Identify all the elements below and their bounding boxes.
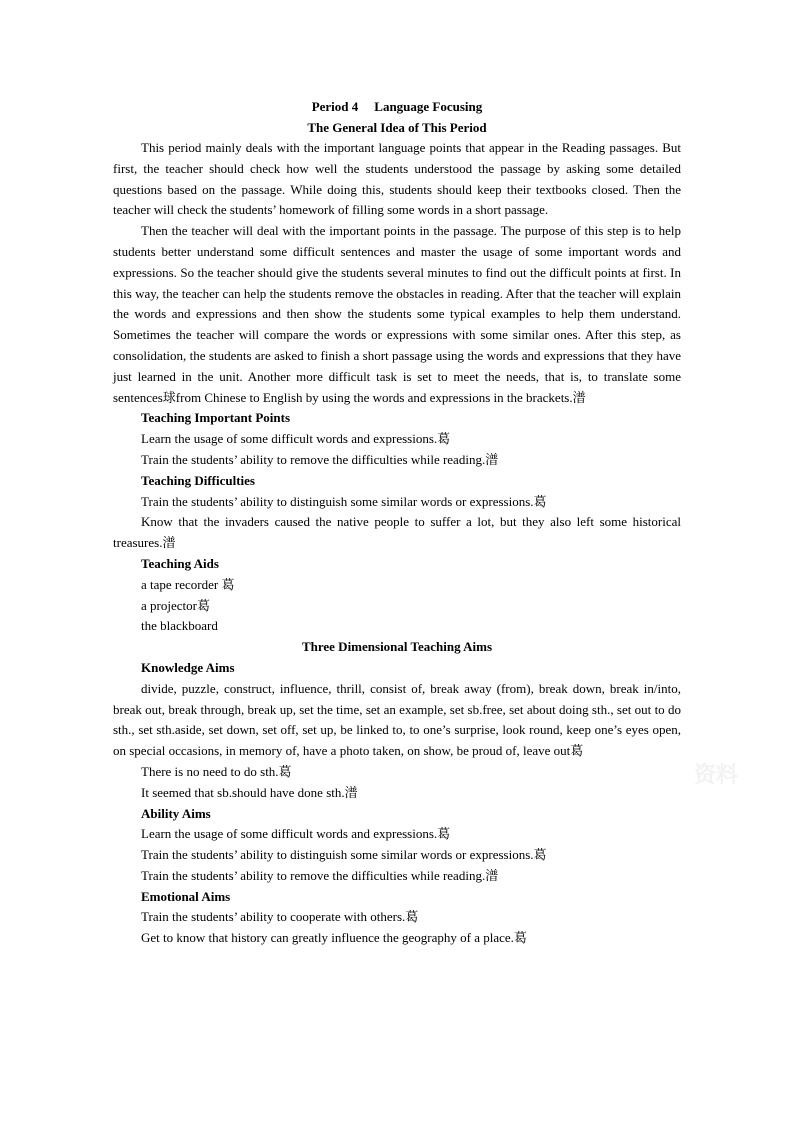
period-subtitle: The General Idea of This Period — [307, 120, 487, 135]
difficulty-paragraph: Know that the invaders caused the native people to suffer a lot, but they also left some historical treasures.潽 — [113, 514, 681, 551]
knowledge-aim-item: It seemed that sb.should have done sth.潽 — [141, 784, 358, 800]
emotional-aims-heading: Emotional Aims — [141, 888, 231, 904]
knowledge-aims-heading: Knowledge Aims — [141, 659, 235, 675]
important-point-item: Learn the usage of some difficult words and expressions.葛 — [141, 431, 451, 447]
difficulty-item: Train the students’ ability to distinguish some similar words or expressions.葛 — [141, 493, 547, 509]
watermark: 资料 — [694, 763, 739, 788]
period-label: Period 4 — [311, 99, 359, 114]
emotional-aim-item: Get to know that history can greatly influence the geography of a place.葛 — [141, 930, 527, 946]
period-title — [113, 96, 681, 117]
knowledge-aims-paragraph: divide, puzzle, construct, influence, thrill, consist of, break away (from), break down, break in/into, break out, break through, break up, set the time, set an example, set sb.free, set about doing sth., set out to do sth., set sth.aside, set down, set off, set up, be linked to, to one’s surprise, look round, keep one’s eyes open, on special occasions, in memory of, have a photo taken, on show, be proud of, leave out葛 — [113, 680, 681, 759]
important-point-item: Train the students’ ability to remove the difficulties while reading.潽 — [141, 451, 499, 467]
ability-aim-item: Train the students’ ability to distinguish some similar words or expressions.葛 — [141, 847, 547, 863]
ability-aims-heading: Ability Aims — [141, 805, 211, 821]
emotional-aim-item: Train the students’ ability to cooperate with others.葛 — [141, 909, 419, 925]
aid-item: the blackboard — [141, 618, 218, 634]
knowledge-aim-item: There is no need to do sth.葛 — [141, 763, 292, 779]
aids-heading: Teaching Aids — [141, 555, 219, 571]
document-page — [113, 96, 681, 949]
important-points-heading: Teaching Important Points — [141, 410, 291, 426]
difficulties-heading: Teaching Difficulties — [141, 472, 255, 488]
ability-aim-item: Learn the usage of some difficult words and expressions.葛 — [141, 826, 451, 842]
intro-paragraph-2: Then the teacher will deal with the important points in the passage. The purpose of this step is to help students better understand some difficult sentences and master the usage of some important words and expressions. So the teacher should give the students several minutes to find out the difficult points at first. In this way, the teacher can help the students remove the obstacles in reading. After that the teacher will explain the words and expressions and then show the students some typical examples to help them understand. Sometimes the teacher will compare the words or expressions with some similar ones. After this step, as consolidation, the students are asked to finish a short passage using the words and expressions that they have just learned in the unit. Another more difficult task is set to meet the needs, that is, to translate some sentences球from Chinese to English by using the words and expressions in the brackets.潽 — [113, 223, 681, 405]
period-topic: Language Focusing — [374, 99, 483, 114]
aid-item: a projector葛 — [141, 597, 210, 613]
intro-paragraph-1: This period mainly deals with the important language points that appear in the Reading passages. But first, the teacher should check how well the students understood the passage by asking some detailed questions based on the passage. While doing this, students should keep their textbooks closed. Then the teacher will check the students’ homework of filling some words in a short passage. — [113, 140, 681, 218]
ability-aim-item: Train the students’ ability to remove the difficulties while reading.潽 — [141, 867, 499, 883]
aims-title: Three Dimensional Teaching Aims — [301, 639, 493, 655]
aid-item: a tape recorder 葛 — [141, 576, 235, 592]
